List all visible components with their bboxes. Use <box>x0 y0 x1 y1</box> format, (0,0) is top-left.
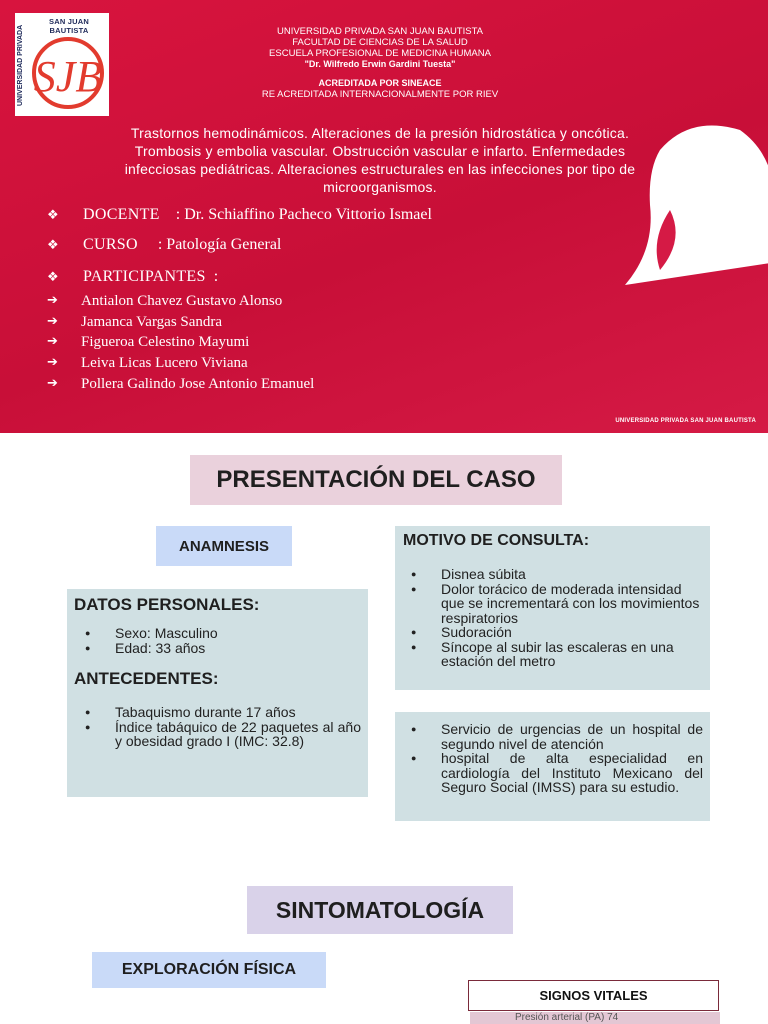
list-item <box>47 374 314 395</box>
arrow-icon: ➔ <box>47 375 58 391</box>
participant-name: Pollera Galindo Jose Antonio Emanuel <box>81 375 315 392</box>
title-line-4: microorganismos. <box>323 179 437 195</box>
arrow-icon: ➔ <box>47 334 58 350</box>
list-item: ● Disnea súbita <box>405 567 703 582</box>
participants-list <box>47 291 314 395</box>
title-line-1: Trastornos hemodinámicos. Alteraciones de la presión hidrostática y oncótica. <box>130 125 630 141</box>
diamond-bullet-icon: ❖ <box>47 207 59 222</box>
university-logo <box>15 13 109 116</box>
diamond-bullet-icon: ❖ <box>47 237 59 252</box>
participant-name: Antialon Chavez Gustavo Alonso <box>81 293 283 309</box>
list-item: ● Índice tabáquico de 22 paquetes al año y obesidad grado I (IMC: 32.8) <box>79 720 361 749</box>
title-line-3: infecciosas pediátricas. Alteraciones estructurales en las infecciones por tipo de <box>124 161 636 177</box>
signos-vitales-row: Presión arterial (PA) 74 <box>470 1012 720 1024</box>
cover-slide <box>0 0 768 433</box>
institution-header <box>200 26 560 100</box>
participant-name: Figueroa Celestino Mayumi <box>81 334 250 351</box>
motivo-consulta-box <box>395 526 710 690</box>
header-line-6: RE ACREDITADA INTERNACIONALMENTE POR RIEV <box>261 89 499 100</box>
participant-name: Jamanca Vargas Sandra <box>81 313 223 330</box>
header-line-5: ACREDITADA POR SINEACE <box>318 78 442 88</box>
participantes-colon: : <box>213 268 219 285</box>
list-item: ● Tabaquismo durante 17 años <box>79 705 361 720</box>
arrow-icon: ➔ <box>47 293 58 308</box>
logo-side-text: UNIVERSIDAD PRIVADA <box>17 24 24 106</box>
list-item: ● Edad: 33 años <box>79 641 359 656</box>
diamond-bullet-icon: ❖ <box>47 269 59 284</box>
docente-row <box>47 206 432 224</box>
title-line-2: Trombosis y embolia vascular. Obstrucción vascular e infarto. Enfermedades <box>134 143 626 159</box>
datos-list <box>79 626 359 655</box>
docente-value: : Dr. Schiaffino Pacheco Vittorio Ismael <box>175 206 432 223</box>
curso-label: CURSO <box>83 236 138 253</box>
presentation-title <box>60 124 700 196</box>
list-item: ● Dolor torácico de moderada intensidad que se incrementará con los movimientos respiratorios <box>405 582 703 626</box>
sintomatologia-title: SINTOMATOLOGÍA <box>247 886 513 934</box>
sjb-mark-icon <box>29 31 107 111</box>
case-title: PRESENTACIÓN DEL CASO <box>190 455 562 505</box>
list-item <box>47 332 314 353</box>
header-line-3: ESCUELA PROFESIONAL DE MEDICINA HUMANA <box>269 48 491 59</box>
curso-row <box>47 236 281 254</box>
antecedentes-list <box>79 705 361 749</box>
list-item <box>47 291 314 312</box>
header-line-1: UNIVERSIDAD PRIVADA SAN JUAN BAUTISTA <box>276 26 484 37</box>
list-item: ● Sudoración <box>405 625 703 640</box>
footer-university: UNIVERSIDAD PRIVADA SAN JUAN BAUTISTA <box>615 418 756 424</box>
logo-top-text: SAN JUAN BAUTISTA <box>49 17 89 35</box>
antecedentes-heading: ANTECEDENTES: <box>74 669 219 688</box>
header-line-4: "Dr. Wilfredo Erwin Gardini Tuesta" <box>304 59 456 69</box>
list-item: ● Síncope al subir las escaleras en una estación del metro <box>405 640 703 669</box>
datos-heading: DATOS PERSONALES: <box>74 595 260 614</box>
servicio-list <box>405 722 703 795</box>
datos-personales-box <box>67 589 368 797</box>
exploracion-fisica-label: EXPLORACIÓN FÍSICA <box>92 952 326 988</box>
list-item: ● hospital de alta especialidad en cardiología del Instituto Mexicano del Seguro Social (IMSS) para su estudio. <box>405 751 703 795</box>
anamnesis-label: ANAMNESIS <box>156 526 292 566</box>
participantes-row <box>47 268 218 286</box>
participant-name: Leiva Licas Lucero Viviana <box>81 355 248 372</box>
list-item <box>47 312 314 333</box>
header-line-2: FACULTAD DE CIENCIAS DE LA SALUD <box>292 37 468 48</box>
logo-mark-text: SJB <box>33 52 103 101</box>
list-item <box>47 353 314 374</box>
curso-value: : Patología General <box>157 236 282 253</box>
arrow-icon: ➔ <box>47 313 58 329</box>
participantes-label: PARTICIPANTES <box>83 268 206 285</box>
signos-vitales-header: SIGNOS VITALES <box>468 980 719 1011</box>
servicio-box <box>395 712 710 821</box>
motivo-heading: MOTIVO DE CONSULTA: <box>403 532 590 549</box>
list-item: ● Sexo: Masculino <box>79 626 359 641</box>
docente-label: DOCENTE <box>83 206 160 223</box>
arrow-icon: ➔ <box>47 355 58 371</box>
motivo-list <box>405 567 703 669</box>
list-item: ● Servicio de urgencias de un hospital de segundo nivel de atención <box>405 722 703 751</box>
